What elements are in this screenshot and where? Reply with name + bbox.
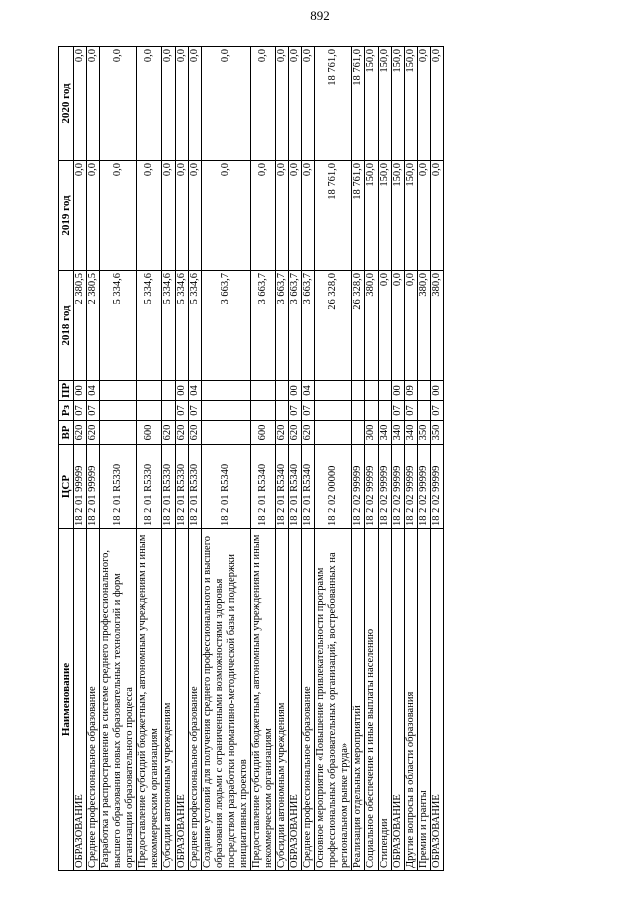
row-2020-cell: 0,0 <box>302 47 315 161</box>
row-csr-cell: 18 2 01 R5330 <box>100 445 137 529</box>
row-pr-cell <box>201 381 250 401</box>
row-csr-cell: 18 2 02 99999 <box>391 445 404 529</box>
row-2019-cell: 0,0 <box>302 161 315 271</box>
budget-table <box>58 46 444 871</box>
table-row <box>137 47 162 871</box>
row-csr-cell: 18 2 01 R5340 <box>201 445 250 529</box>
row-vr-cell <box>100 421 137 445</box>
row-pr-cell: 04 <box>87 381 100 401</box>
table-row <box>289 47 302 871</box>
row-vr-cell: 620 <box>162 421 175 445</box>
row-2018-cell: 3 663,7 <box>201 271 250 381</box>
row-2018-cell: 26 328,0 <box>315 271 352 381</box>
row-rz-cell: 07 <box>302 401 315 421</box>
row-vr-cell: 620 <box>74 421 87 445</box>
row-csr-cell: 18 2 01 R5330 <box>137 445 162 529</box>
row-2018-cell: 3 663,7 <box>289 271 302 381</box>
row-name-cell: Предоставление субсидий бюджетным, автономным учреждениям и иным некоммерческим организациям <box>137 529 162 871</box>
row-2020-cell: 18 761,0 <box>352 47 365 161</box>
row-2018-cell: 5 334,6 <box>175 271 188 381</box>
header-name: Наименование <box>59 529 74 871</box>
row-vr-cell: 620 <box>87 421 100 445</box>
row-name-cell: Разработка и распространение в системе среднего профессионального, высшего образования новых образовательных технологий и форм организации образовательного процесса <box>100 529 137 871</box>
row-csr-cell: 18 2 01 R5330 <box>162 445 175 529</box>
row-pr-cell: 00 <box>175 381 188 401</box>
row-pr-cell <box>162 381 175 401</box>
row-vr-cell: 600 <box>137 421 162 445</box>
row-2018-cell: 5 334,6 <box>162 271 175 381</box>
row-name-cell: Субсидии автономным учреждениям <box>162 529 175 871</box>
row-pr-cell: 04 <box>188 381 201 401</box>
row-name-cell: Стипендии <box>378 529 391 871</box>
row-pr-cell <box>100 381 137 401</box>
row-2018-cell: 5 334,6 <box>137 271 162 381</box>
table-row <box>201 47 250 871</box>
row-2019-cell: 150,0 <box>404 161 417 271</box>
row-2020-cell: 18 761,0 <box>315 47 352 161</box>
table-row <box>188 47 201 871</box>
row-2019-cell: 150,0 <box>378 161 391 271</box>
row-csr-cell: 18 2 01 R5340 <box>276 445 289 529</box>
row-2018-cell: 380,0 <box>430 271 443 381</box>
table-row <box>430 47 443 871</box>
row-pr-cell <box>315 381 352 401</box>
row-2020-cell: 0,0 <box>100 47 137 161</box>
table-row <box>302 47 315 871</box>
row-rz-cell: 07 <box>289 401 302 421</box>
row-name-cell: ОБРАЗОВАНИЕ <box>74 529 87 871</box>
row-csr-cell: 18 2 02 99999 <box>404 445 417 529</box>
page-number: 892 <box>310 8 330 23</box>
row-2018-cell: 3 663,7 <box>250 271 275 381</box>
row-pr-cell <box>250 381 275 401</box>
row-2018-cell: 5 334,6 <box>100 271 137 381</box>
row-vr-cell: 620 <box>276 421 289 445</box>
row-2019-cell: 0,0 <box>201 161 250 271</box>
row-2018-cell: 0,0 <box>404 271 417 381</box>
header-csr: ЦСР <box>59 445 74 529</box>
row-2019-cell: 0,0 <box>188 161 201 271</box>
row-2018-cell: 2 380,5 <box>74 271 87 381</box>
row-csr-cell: 18 2 01 R5330 <box>188 445 201 529</box>
row-vr-cell: 620 <box>175 421 188 445</box>
row-2019-cell: 0,0 <box>87 161 100 271</box>
row-csr-cell: 18 2 02 99999 <box>352 445 365 529</box>
table-row <box>87 47 100 871</box>
row-vr-cell: 340 <box>391 421 404 445</box>
row-vr-cell: 600 <box>250 421 275 445</box>
row-2019-cell: 150,0 <box>391 161 404 271</box>
row-2018-cell: 26 328,0 <box>352 271 365 381</box>
row-name-cell: ОБРАЗОВАНИЕ <box>391 529 404 871</box>
row-rz-cell <box>250 401 275 421</box>
table-row <box>276 47 289 871</box>
table-row <box>250 47 275 871</box>
table-row <box>391 47 404 871</box>
row-rz-cell: 07 <box>87 401 100 421</box>
table-header-row <box>59 47 74 871</box>
header-pr: ПР <box>59 381 74 401</box>
row-vr-cell: 620 <box>289 421 302 445</box>
row-pr-cell <box>352 381 365 401</box>
row-vr-cell: 300 <box>365 421 378 445</box>
row-vr-cell: 620 <box>302 421 315 445</box>
row-2020-cell: 0,0 <box>289 47 302 161</box>
row-2019-cell: 0,0 <box>175 161 188 271</box>
table-row <box>352 47 365 871</box>
row-2020-cell: 0,0 <box>201 47 250 161</box>
row-2020-cell: 150,0 <box>391 47 404 161</box>
row-pr-cell <box>365 381 378 401</box>
table-body <box>74 47 444 871</box>
row-2018-cell: 5 334,6 <box>188 271 201 381</box>
row-name-cell: Другие вопросы в области образования <box>404 529 417 871</box>
row-vr-cell <box>315 421 352 445</box>
row-2019-cell: 0,0 <box>250 161 275 271</box>
table-row <box>74 47 87 871</box>
row-2020-cell: 150,0 <box>404 47 417 161</box>
row-2018-cell: 2 380,5 <box>87 271 100 381</box>
row-pr-cell <box>276 381 289 401</box>
row-name-cell: Субсидии автономным учреждениям <box>276 529 289 871</box>
row-rz-cell <box>352 401 365 421</box>
table-row <box>162 47 175 871</box>
row-csr-cell: 18 2 01 99999 <box>74 445 87 529</box>
table-row <box>315 47 352 871</box>
header-2018: 2018 год <box>59 271 74 381</box>
row-vr-cell: 350 <box>430 421 443 445</box>
header-rz: Рз <box>59 401 74 421</box>
row-csr-cell: 18 2 02 99999 <box>430 445 443 529</box>
row-pr-cell <box>137 381 162 401</box>
rotated-table-wrapper <box>58 47 560 871</box>
row-2018-cell: 3 663,7 <box>302 271 315 381</box>
row-csr-cell: 18 2 01 R5340 <box>302 445 315 529</box>
row-pr-cell: 00 <box>430 381 443 401</box>
row-vr-cell: 340 <box>378 421 391 445</box>
row-rz-cell <box>100 401 137 421</box>
row-2019-cell: 0,0 <box>74 161 87 271</box>
row-csr-cell: 18 2 01 R5340 <box>250 445 275 529</box>
row-pr-cell: 00 <box>74 381 87 401</box>
row-2019-cell: 18 761,0 <box>352 161 365 271</box>
row-pr-cell: 00 <box>289 381 302 401</box>
row-2019-cell: 18 761,0 <box>315 161 352 271</box>
row-rz-cell: 07 <box>175 401 188 421</box>
row-csr-cell: 18 2 02 99999 <box>365 445 378 529</box>
table-row <box>100 47 137 871</box>
row-rz-cell: 07 <box>74 401 87 421</box>
row-2018-cell: 0,0 <box>378 271 391 381</box>
row-name-cell: Среднее профессиональное образование <box>87 529 100 871</box>
row-2020-cell: 0,0 <box>74 47 87 161</box>
row-name-cell: ОБРАЗОВАНИЕ <box>175 529 188 871</box>
row-2019-cell: 0,0 <box>276 161 289 271</box>
row-pr-cell <box>378 381 391 401</box>
row-2019-cell: 0,0 <box>417 161 430 271</box>
row-name-cell: ОБРАЗОВАНИЕ <box>289 529 302 871</box>
header-2019: 2019 год <box>59 161 74 271</box>
row-name-cell: Предоставление субсидий бюджетным, автономным учреждениям и иным некоммерческим организациям <box>250 529 275 871</box>
row-2019-cell: 0,0 <box>100 161 137 271</box>
row-name-cell: Среднее профессиональное образование <box>188 529 201 871</box>
header-vr: ВР <box>59 421 74 445</box>
row-2018-cell: 380,0 <box>417 271 430 381</box>
row-rz-cell <box>162 401 175 421</box>
row-vr-cell: 350 <box>417 421 430 445</box>
row-csr-cell: 18 2 02 00000 <box>315 445 352 529</box>
row-2019-cell: 0,0 <box>289 161 302 271</box>
row-rz-cell <box>276 401 289 421</box>
row-name-cell: Создание условий для получения среднего профессионального и высшего образования людьми с ограниченными возможностями здоровья посредством разработки нормативно-методической базы и поддержки инициативных проектов <box>201 529 250 871</box>
row-2019-cell: 150,0 <box>365 161 378 271</box>
row-csr-cell: 18 2 02 99999 <box>378 445 391 529</box>
row-2020-cell: 0,0 <box>137 47 162 161</box>
row-2020-cell: 0,0 <box>188 47 201 161</box>
row-name-cell: Социальное обеспечение и иные выплаты населению <box>365 529 378 871</box>
row-2020-cell: 0,0 <box>87 47 100 161</box>
row-csr-cell: 18 2 01 R5340 <box>289 445 302 529</box>
row-pr-cell: 04 <box>302 381 315 401</box>
row-2020-cell: 0,0 <box>276 47 289 161</box>
row-name-cell: ОБРАЗОВАНИЕ <box>430 529 443 871</box>
row-rz-cell <box>378 401 391 421</box>
row-pr-cell <box>417 381 430 401</box>
row-rz-cell: 07 <box>188 401 201 421</box>
row-name-cell: Основное мероприятие «Повышение привлекательности программ профессиональных образовательных организаций, востребованных на региональном рынке труда» <box>315 529 352 871</box>
row-csr-cell: 18 2 01 99999 <box>87 445 100 529</box>
row-name-cell: Реализация отдельных мероприятий <box>352 529 365 871</box>
row-2020-cell: 0,0 <box>250 47 275 161</box>
table-row <box>378 47 391 871</box>
row-rz-cell <box>417 401 430 421</box>
row-vr-cell: 340 <box>404 421 417 445</box>
row-vr-cell <box>352 421 365 445</box>
row-2020-cell: 0,0 <box>430 47 443 161</box>
row-rz-cell <box>201 401 250 421</box>
row-pr-cell: 00 <box>391 381 404 401</box>
row-2020-cell: 0,0 <box>417 47 430 161</box>
table-row <box>175 47 188 871</box>
row-rz-cell: 07 <box>391 401 404 421</box>
row-rz-cell: 07 <box>430 401 443 421</box>
row-rz-cell <box>315 401 352 421</box>
row-2020-cell: 0,0 <box>162 47 175 161</box>
header-2020: 2020 год <box>59 47 74 161</box>
row-csr-cell: 18 2 01 R5330 <box>175 445 188 529</box>
table-row <box>404 47 417 871</box>
row-2019-cell: 0,0 <box>162 161 175 271</box>
table-row <box>365 47 378 871</box>
row-vr-cell <box>201 421 250 445</box>
row-name-cell: Премии и гранты <box>417 529 430 871</box>
table-row <box>417 47 430 871</box>
row-csr-cell: 18 2 02 99999 <box>417 445 430 529</box>
row-name-cell: Среднее профессиональное образование <box>302 529 315 871</box>
row-rz-cell <box>365 401 378 421</box>
row-2018-cell: 3 663,7 <box>276 271 289 381</box>
row-2020-cell: 150,0 <box>365 47 378 161</box>
row-2020-cell: 0,0 <box>175 47 188 161</box>
row-rz-cell <box>137 401 162 421</box>
row-rz-cell: 07 <box>404 401 417 421</box>
row-2020-cell: 150,0 <box>378 47 391 161</box>
row-2019-cell: 0,0 <box>430 161 443 271</box>
row-2019-cell: 0,0 <box>137 161 162 271</box>
row-vr-cell: 620 <box>188 421 201 445</box>
row-2018-cell: 380,0 <box>365 271 378 381</box>
row-2018-cell: 0,0 <box>391 271 404 381</box>
row-pr-cell: 09 <box>404 381 417 401</box>
